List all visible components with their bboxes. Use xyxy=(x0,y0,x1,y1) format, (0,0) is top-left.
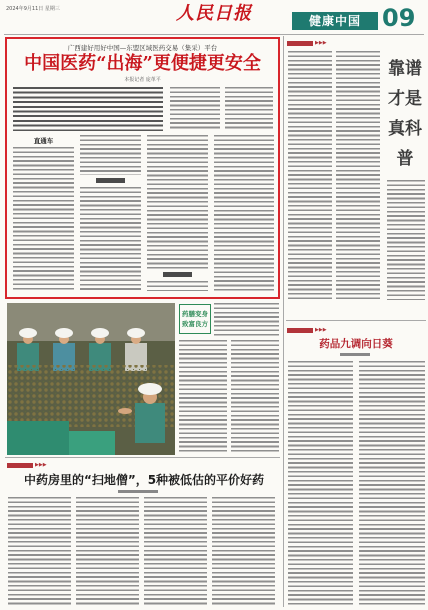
lead-story-headline[interactable]: 中国医药“出海”更便捷更安全 xyxy=(24,53,261,74)
pharmacy-story-body-column xyxy=(8,497,71,605)
lead-story-body-column xyxy=(80,135,141,175)
lead-story-subhead: 直通车 xyxy=(33,137,54,145)
lead-story-body-column xyxy=(147,281,208,291)
section-label-bar xyxy=(287,41,313,46)
worker-hat xyxy=(55,328,73,338)
lead-story-kicker: 广西建好用好中国—东盟区域医药交易（集采）平台 xyxy=(67,44,218,52)
newspaper-logo: 人民日报 xyxy=(176,3,252,24)
section-label-arrows: ▶▶▶ xyxy=(35,462,47,468)
section-label-arrows: ▶▶▶ xyxy=(315,40,327,46)
lead-story-byline: 本报记者 庞革平 xyxy=(124,77,161,83)
lead-story-box xyxy=(5,37,280,299)
photo-feature-text xyxy=(179,340,227,454)
lead-story-body-column xyxy=(13,147,74,291)
section-label-bar xyxy=(287,328,313,333)
page-number: 09 xyxy=(382,4,416,32)
green-crate xyxy=(7,421,69,455)
lead-story-body-column xyxy=(147,135,208,269)
pharmacy-story-body-column xyxy=(76,497,139,605)
photo-caption-line: 致富良方 xyxy=(182,320,208,328)
lead-story-body-column xyxy=(170,87,220,131)
section-divider xyxy=(286,320,426,321)
column-divider xyxy=(283,36,284,607)
section-label-arrows: ▶▶▶ xyxy=(315,327,327,333)
photo-caption-line: 药膳变身 xyxy=(182,310,208,318)
lead-story-subhead-bar xyxy=(163,272,192,277)
science-column-text xyxy=(336,51,380,300)
lead-story-body-column xyxy=(225,87,273,131)
lead-story-body-column xyxy=(214,135,274,291)
section-label xyxy=(287,327,327,334)
section-label xyxy=(287,40,327,47)
medicine-column-text xyxy=(288,361,353,605)
worker-hat xyxy=(19,328,37,338)
pharmacy-story-headline[interactable]: 中药房里的“扫地僧”，5种被低估的平价好药 xyxy=(23,473,265,487)
photo-feature-text xyxy=(214,303,279,336)
worker-hat xyxy=(138,383,162,395)
section-title: 健康中国 xyxy=(292,12,378,30)
section-divider xyxy=(5,457,280,458)
science-column-title[interactable]: 靠谱才是真科普 xyxy=(388,59,422,169)
lead-story-subhead-bar xyxy=(96,178,125,183)
section-label-bar xyxy=(7,463,33,468)
lead-story-body-column xyxy=(80,187,141,291)
tea-workers-photo xyxy=(7,303,175,455)
pharmacy-story-byline xyxy=(118,490,158,493)
pharmacy-story-body-column xyxy=(144,497,207,605)
science-column-text xyxy=(288,51,332,300)
photo-caption-box xyxy=(179,304,211,334)
section-label xyxy=(7,462,47,469)
lead-story-intro-paragraph xyxy=(13,87,163,131)
medicine-column-text xyxy=(359,361,425,605)
science-column-text xyxy=(387,180,425,300)
worker-hand xyxy=(118,408,132,414)
masthead-rule xyxy=(4,34,424,35)
worker-hat xyxy=(91,328,109,338)
worker-hat xyxy=(127,328,145,338)
green-crate xyxy=(69,431,115,455)
pharmacy-story-body-column xyxy=(212,497,275,605)
worker-body xyxy=(135,403,165,443)
medicine-column-byline xyxy=(340,353,370,356)
photo-feature-text xyxy=(231,340,279,454)
medicine-column-headline[interactable]: 药品九调向日葵 xyxy=(319,338,393,350)
issue-date: 2024年9月11日 星期三 xyxy=(6,6,60,12)
